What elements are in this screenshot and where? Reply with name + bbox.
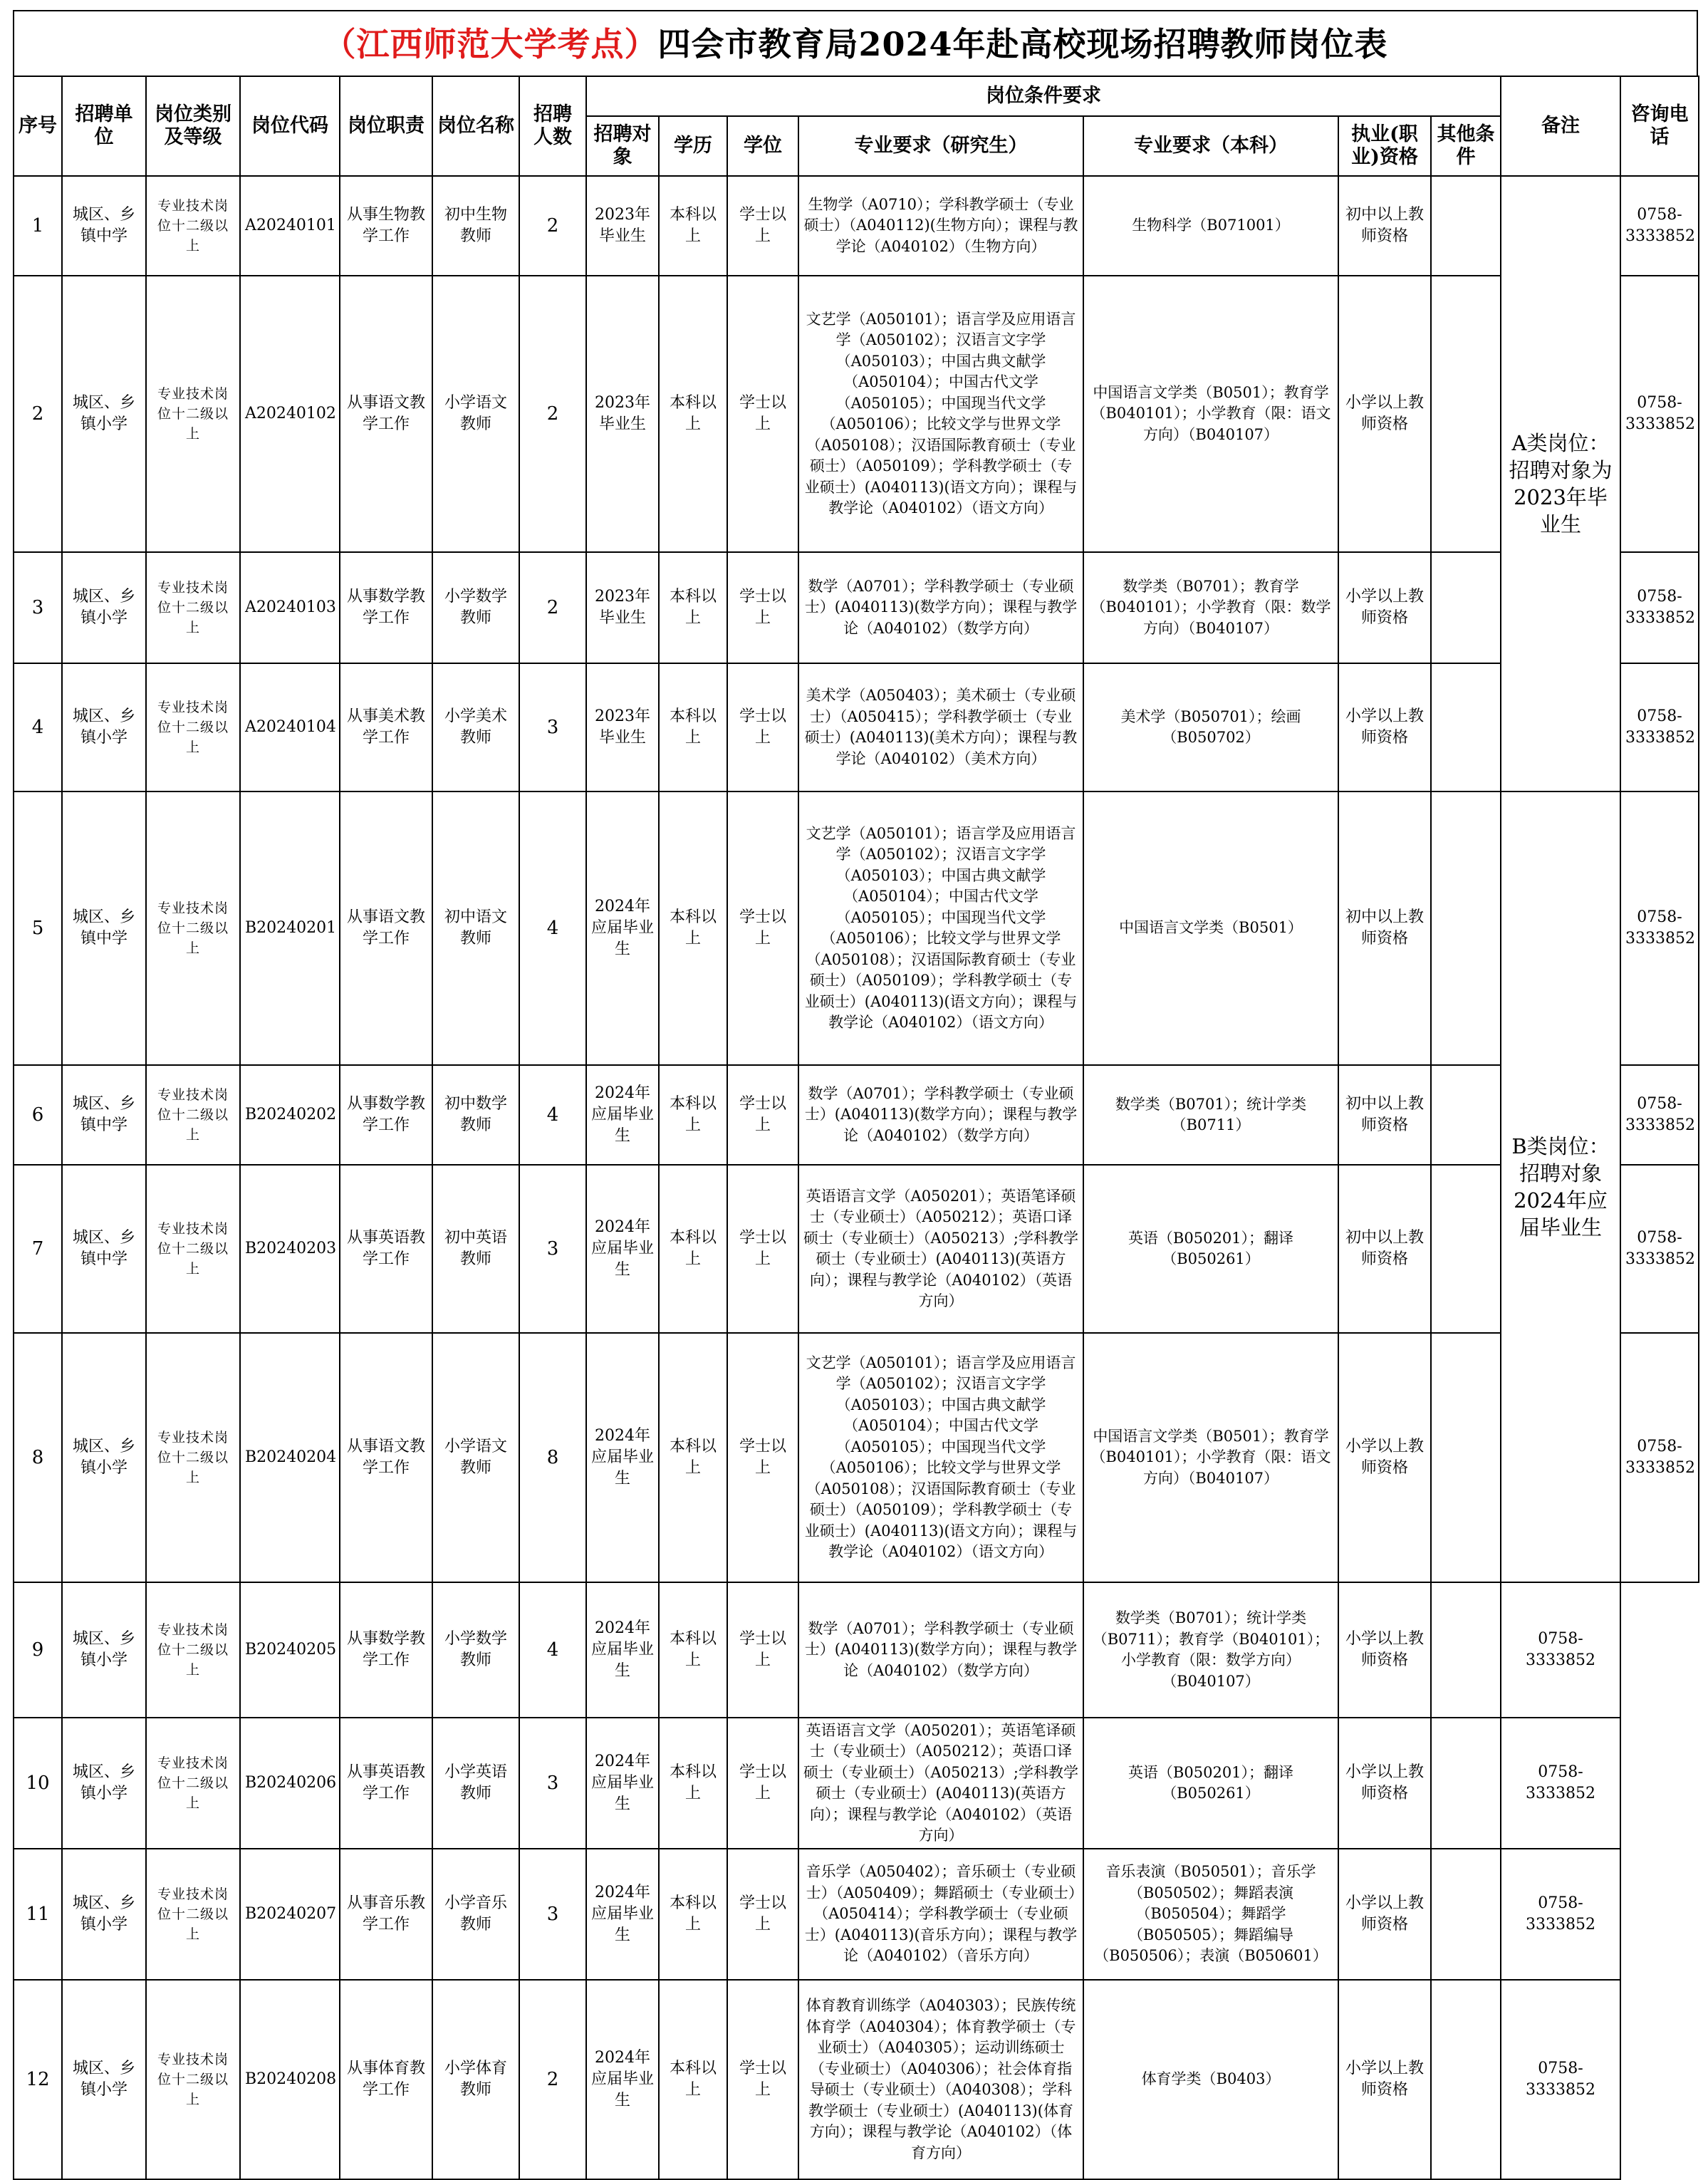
cell-major-ug: 体育学类（B0403） bbox=[1083, 1980, 1338, 2179]
cell-category: 专业技术岗位十二级以上 bbox=[146, 1582, 240, 1718]
cell-degree: 学士以上 bbox=[727, 663, 798, 791]
cell-qualification: 初中以上教师资格 bbox=[1338, 1165, 1431, 1333]
cell-count: 2 bbox=[519, 176, 586, 276]
cell-name: 小学音乐教师 bbox=[432, 1849, 519, 1980]
cell-phone: 0758-3333852 bbox=[1620, 552, 1699, 663]
header-qualification: 执业(职业)资格 bbox=[1338, 116, 1431, 176]
cell-unit: 城区、乡镇中学 bbox=[62, 791, 146, 1065]
cell-phone: 0758-3333852 bbox=[1620, 276, 1699, 552]
cell-other bbox=[1431, 1582, 1501, 1718]
cell-code: A20240102 bbox=[240, 276, 340, 552]
cell-phone: 0758-3333852 bbox=[1620, 791, 1699, 1065]
cell-code: B20240203 bbox=[240, 1165, 340, 1333]
cell-other bbox=[1431, 1980, 1501, 2179]
cell-qualification: 初中以上教师资格 bbox=[1338, 791, 1431, 1065]
cell-name: 初中语文教师 bbox=[432, 791, 519, 1065]
remark-a: A类岗位：招聘对象为2023年毕业生 bbox=[1501, 176, 1620, 791]
cell-seq: 11 bbox=[14, 1849, 62, 1980]
cell-phone: 0758-3333852 bbox=[1501, 1980, 1620, 2179]
cell-major-ug: 音乐表演（B050501）；音乐学（B050502）；舞蹈表演（B050504）；舞蹈学（B050505）；舞蹈编导（B050506）；表演（B050601） bbox=[1083, 1849, 1338, 1980]
cell-seq: 2 bbox=[14, 276, 62, 552]
cell-other bbox=[1431, 1165, 1501, 1333]
header-name: 岗位名称 bbox=[432, 76, 519, 176]
cell-major-grad: 文艺学（A050101）；语言学及应用语言学（A050102）；汉语言文字学（A050103）；中国古典文献学（A050104）；中国古代文学（A050105）；中国现当代文学（A050106）；比较文学与世界文学（A050108）；汉语国际教育硕士（专业硕士）（A050109）；学科教学硕士（专业硕士）(A040113)(语文方向）；课程与教学论（A040102）（语文方向） bbox=[798, 276, 1083, 552]
header-unit: 招聘单位 bbox=[62, 76, 146, 176]
cell-qualification: 小学以上教师资格 bbox=[1338, 1849, 1431, 1980]
title-main: 四会市教育局2024年赴高校现场招聘教师岗位表 bbox=[657, 25, 1388, 63]
cell-seq: 12 bbox=[14, 1980, 62, 2179]
cell-major-grad: 数学（A0701）；学科教学硕士（专业硕士）(A040113)(数学方向）；课程与教学论（A040102）（数学方向） bbox=[798, 552, 1083, 663]
cell-unit: 城区、乡镇小学 bbox=[62, 1849, 146, 1980]
cell-name: 初中数学教师 bbox=[432, 1065, 519, 1165]
cell-code: A20240104 bbox=[240, 663, 340, 791]
cell-code: A20240103 bbox=[240, 552, 340, 663]
cell-unit: 城区、乡镇小学 bbox=[62, 1718, 146, 1849]
cell-phone: 0758-3333852 bbox=[1620, 1165, 1699, 1333]
cell-unit: 城区、乡镇小学 bbox=[62, 663, 146, 791]
cell-category: 专业技术岗位十二级以上 bbox=[146, 276, 240, 552]
cell-duty: 从事体育教学工作 bbox=[340, 1980, 432, 2179]
cell-degree: 学士以上 bbox=[727, 1980, 798, 2179]
header-target: 招聘对象 bbox=[586, 116, 659, 176]
cell-phone: 0758-3333852 bbox=[1620, 663, 1699, 791]
cell-name: 初中生物教师 bbox=[432, 176, 519, 276]
cell-count: 4 bbox=[519, 1582, 586, 1718]
cell-duty: 从事语文教学工作 bbox=[340, 1333, 432, 1582]
cell-unit: 城区、乡镇中学 bbox=[62, 176, 146, 276]
cell-major-grad: 音乐学（A050402）；音乐硕士（专业硕士）（A050409）；舞蹈硕士（专业硕士）（A050414）；学科教学硕士（专业硕士）(A040113)(音乐方向）；课程与教学论（A040102）（音乐方向） bbox=[798, 1849, 1083, 1980]
cell-name: 初中英语教师 bbox=[432, 1165, 519, 1333]
cell-duty: 从事英语教学工作 bbox=[340, 1165, 432, 1333]
cell-major-ug: 数学类（B0701）；统计学类（B0711） bbox=[1083, 1065, 1338, 1165]
cell-education: 本科以上 bbox=[659, 552, 727, 663]
cell-count: 2 bbox=[519, 1980, 586, 2179]
cell-count: 3 bbox=[519, 663, 586, 791]
cell-unit: 城区、乡镇小学 bbox=[62, 1980, 146, 2179]
cell-name: 小学体育教师 bbox=[432, 1980, 519, 2179]
cell-seq: 8 bbox=[14, 1333, 62, 1582]
cell-duty: 从事语文教学工作 bbox=[340, 791, 432, 1065]
cell-other bbox=[1431, 552, 1501, 663]
cell-qualification: 小学以上教师资格 bbox=[1338, 1718, 1431, 1849]
cell-phone: 0758-3333852 bbox=[1620, 1333, 1699, 1582]
cell-category: 专业技术岗位十二级以上 bbox=[146, 552, 240, 663]
cell-unit: 城区、乡镇小学 bbox=[62, 552, 146, 663]
cell-count: 3 bbox=[519, 1718, 586, 1849]
cell-other bbox=[1431, 663, 1501, 791]
cell-code: B20240204 bbox=[240, 1333, 340, 1582]
cell-name: 小学语文教师 bbox=[432, 1333, 519, 1582]
cell-major-ug: 生物科学（B071001） bbox=[1083, 176, 1338, 276]
cell-degree: 学士以上 bbox=[727, 791, 798, 1065]
remark-b: B类岗位：招聘对象2024年应届毕业生 bbox=[1501, 791, 1620, 1582]
header-duty: 岗位职责 bbox=[340, 76, 432, 176]
cell-major-grad: 数学（A0701）；学科教学硕士（专业硕士）(A040113)(数学方向）；课程与教学论（A040102）（数学方向） bbox=[798, 1582, 1083, 1718]
cell-other bbox=[1431, 1333, 1501, 1582]
cell-major-grad: 体育教育训练学（A040303）；民族传统体育学（A040304）；体育教学硕士（专业硕士）（A040305）；运动训练硕士（专业硕士）（A040306）；社会体育指导硕士（专业硕士）（A040308）；学科教学硕士（专业硕士）(A040113)(体育方向）；课程与教学论（A040102）（体育方向） bbox=[798, 1980, 1083, 2179]
cell-major-grad: 英语语言文学（A050201）；英语笔译硕士（专业硕士）（A050212）；英语口译硕士（专业硕士）（A050213）;学科教学硕士（专业硕士）(A040113)(英语方向）；课程与教学论（A040102）（英语方向） bbox=[798, 1165, 1083, 1333]
table-row bbox=[14, 1718, 1699, 1849]
header-conditions: 岗位条件要求 bbox=[586, 76, 1501, 116]
header-major-ug: 专业要求（本科） bbox=[1083, 116, 1338, 176]
cell-category: 专业技术岗位十二级以上 bbox=[146, 176, 240, 276]
header-remark: 备注 bbox=[1501, 76, 1620, 176]
cell-duty: 从事生物教学工作 bbox=[340, 176, 432, 276]
cell-code: B20240202 bbox=[240, 1065, 340, 1165]
cell-other bbox=[1431, 1065, 1501, 1165]
cell-education: 本科以上 bbox=[659, 176, 727, 276]
cell-target: 2024年应届毕业生 bbox=[586, 1582, 659, 1718]
header-code: 岗位代码 bbox=[240, 76, 340, 176]
cell-major-grad: 文艺学（A050101）；语言学及应用语言学（A050102）；汉语言文字学（A050103）；中国古典文献学（A050104）；中国古代文学（A050105）；中国现当代文学（A050106）；比较文学与世界文学（A050108）；汉语国际教育硕士（专业硕士）（A050109）；学科教学硕士（专业硕士）(A040113)(语文方向）；课程与教学论（A040102）（语文方向） bbox=[798, 1333, 1083, 1582]
cell-major-ug: 中国语言文学类（B0501）；教育学（B040101）；小学教育（限：语文方向）（B040107） bbox=[1083, 276, 1338, 552]
cell-duty: 从事数学教学工作 bbox=[340, 1065, 432, 1165]
cell-education: 本科以上 bbox=[659, 1333, 727, 1582]
table-body bbox=[14, 176, 1699, 2179]
cell-major-ug: 数学类（B0701）；统计学类（B0711）；教育学（B040101）；小学教育（限：数学方向）（B040107） bbox=[1083, 1582, 1338, 1718]
header-other: 其他条件 bbox=[1431, 116, 1501, 176]
table-row bbox=[14, 1065, 1699, 1165]
cell-major-ug: 数学类（B0701）；教育学（B040101）；小学教育（限：数学方向）（B040107） bbox=[1083, 552, 1338, 663]
cell-category: 专业技术岗位十二级以上 bbox=[146, 1165, 240, 1333]
header-phone: 咨询电话 bbox=[1620, 76, 1699, 176]
cell-category: 专业技术岗位十二级以上 bbox=[146, 1849, 240, 1980]
cell-count: 4 bbox=[519, 791, 586, 1065]
cell-major-grad: 数学（A0701）；学科教学硕士（专业硕士）(A040113)(数学方向）；课程与教学论（A040102）（数学方向） bbox=[798, 1065, 1083, 1165]
cell-major-ug: 中国语言文学类（B0501）；教育学（B040101）；小学教育（限：语文方向）（B040107） bbox=[1083, 1333, 1338, 1582]
cell-degree: 学士以上 bbox=[727, 1065, 798, 1165]
cell-unit: 城区、乡镇小学 bbox=[62, 1582, 146, 1718]
cell-degree: 学士以上 bbox=[727, 1165, 798, 1333]
cell-education: 本科以上 bbox=[659, 1718, 727, 1849]
cell-degree: 学士以上 bbox=[727, 1582, 798, 1718]
cell-unit: 城区、乡镇中学 bbox=[62, 1065, 146, 1165]
cell-target: 2023年毕业生 bbox=[586, 663, 659, 791]
cell-degree: 学士以上 bbox=[727, 1718, 798, 1849]
cell-degree: 学士以上 bbox=[727, 176, 798, 276]
cell-other bbox=[1431, 176, 1501, 276]
cell-degree: 学士以上 bbox=[727, 1333, 798, 1582]
header-count: 招聘人数 bbox=[519, 76, 586, 176]
cell-other bbox=[1431, 1849, 1501, 1980]
cell-target: 2024年应届毕业生 bbox=[586, 1980, 659, 2179]
cell-degree: 学士以上 bbox=[727, 552, 798, 663]
header-degree: 学位 bbox=[727, 116, 798, 176]
cell-qualification: 小学以上教师资格 bbox=[1338, 1582, 1431, 1718]
cell-duty: 从事语文教学工作 bbox=[340, 276, 432, 552]
cell-category: 专业技术岗位十二级以上 bbox=[146, 1065, 240, 1165]
table-row bbox=[14, 176, 1699, 276]
cell-phone: 0758-3333852 bbox=[1501, 1718, 1620, 1849]
recruitment-sheet bbox=[13, 10, 1698, 2180]
cell-major-grad: 生物学（A0710）；学科教学硕士（专业硕士）（A040112)(生物方向）；课程与教学论（A040102）（生物方向） bbox=[798, 176, 1083, 276]
cell-phone: 0758-3333852 bbox=[1620, 1065, 1699, 1165]
cell-target: 2023年毕业生 bbox=[586, 552, 659, 663]
cell-other bbox=[1431, 1718, 1501, 1849]
cell-major-ug: 中国语言文学类（B0501） bbox=[1083, 791, 1338, 1065]
header-category: 岗位类别及等级 bbox=[146, 76, 240, 176]
cell-qualification: 小学以上教师资格 bbox=[1338, 1980, 1431, 2179]
cell-target: 2024年应届毕业生 bbox=[586, 1333, 659, 1582]
cell-target: 2024年应届毕业生 bbox=[586, 1718, 659, 1849]
header-education: 学历 bbox=[659, 116, 727, 176]
positions-table bbox=[13, 76, 1699, 2180]
cell-education: 本科以上 bbox=[659, 1582, 727, 1718]
cell-name: 小学数学教师 bbox=[432, 552, 519, 663]
cell-unit: 城区、乡镇中学 bbox=[62, 1165, 146, 1333]
table-row bbox=[14, 1333, 1699, 1582]
cell-code: B20240201 bbox=[240, 791, 340, 1065]
cell-target: 2024年应届毕业生 bbox=[586, 1849, 659, 1980]
cell-qualification: 初中以上教师资格 bbox=[1338, 176, 1431, 276]
cell-qualification: 小学以上教师资格 bbox=[1338, 276, 1431, 552]
cell-category: 专业技术岗位十二级以上 bbox=[146, 1980, 240, 2179]
header-major-grad: 专业要求（研究生） bbox=[798, 116, 1083, 176]
cell-other bbox=[1431, 276, 1501, 552]
table-row bbox=[14, 1980, 1699, 2179]
header-seq: 序号 bbox=[14, 76, 62, 176]
cell-duty: 从事数学教学工作 bbox=[340, 1582, 432, 1718]
cell-phone: 0758-3333852 bbox=[1620, 176, 1699, 276]
cell-education: 本科以上 bbox=[659, 1165, 727, 1333]
cell-major-grad: 文艺学（A050101）；语言学及应用语言学（A050102）；汉语言文字学（A050103）；中国古典文献学（A050104）；中国古代文学（A050105）；中国现当代文学（A050106）；比较文学与世界文学（A050108）；汉语国际教育硕士（专业硕士）（A050109）；学科教学硕士（专业硕士）(A040113)(语文方向）；课程与教学论（A040102）（语文方向） bbox=[798, 791, 1083, 1065]
table-row bbox=[14, 1849, 1699, 1980]
cell-seq: 1 bbox=[14, 176, 62, 276]
cell-category: 专业技术岗位十二级以上 bbox=[146, 663, 240, 791]
cell-name: 小学语文教师 bbox=[432, 276, 519, 552]
cell-qualification: 小学以上教师资格 bbox=[1338, 552, 1431, 663]
cell-education: 本科以上 bbox=[659, 1065, 727, 1165]
cell-phone: 0758-3333852 bbox=[1501, 1582, 1620, 1718]
cell-count: 2 bbox=[519, 552, 586, 663]
cell-category: 专业技术岗位十二级以上 bbox=[146, 1333, 240, 1582]
cell-name: 小学美术教师 bbox=[432, 663, 519, 791]
cell-name: 小学数学教师 bbox=[432, 1582, 519, 1718]
cell-phone: 0758-3333852 bbox=[1501, 1849, 1620, 1980]
cell-count: 3 bbox=[519, 1849, 586, 1980]
cell-target: 2023年毕业生 bbox=[586, 276, 659, 552]
cell-education: 本科以上 bbox=[659, 663, 727, 791]
cell-seq: 6 bbox=[14, 1065, 62, 1165]
cell-count: 3 bbox=[519, 1165, 586, 1333]
cell-seq: 7 bbox=[14, 1165, 62, 1333]
cell-education: 本科以上 bbox=[659, 1849, 727, 1980]
cell-count: 2 bbox=[519, 276, 586, 552]
cell-code: B20240205 bbox=[240, 1582, 340, 1718]
cell-qualification: 小学以上教师资格 bbox=[1338, 1333, 1431, 1582]
cell-code: B20240207 bbox=[240, 1849, 340, 1980]
cell-count: 8 bbox=[519, 1333, 586, 1582]
cell-duty: 从事美术教学工作 bbox=[340, 663, 432, 791]
cell-seq: 5 bbox=[14, 791, 62, 1065]
cell-other bbox=[1431, 791, 1501, 1065]
cell-category: 专业技术岗位十二级以上 bbox=[146, 1718, 240, 1849]
cell-seq: 3 bbox=[14, 552, 62, 663]
cell-education: 本科以上 bbox=[659, 276, 727, 552]
cell-category: 专业技术岗位十二级以上 bbox=[146, 791, 240, 1065]
cell-name: 小学英语教师 bbox=[432, 1718, 519, 1849]
cell-duty: 从事数学教学工作 bbox=[340, 552, 432, 663]
cell-duty: 从事英语教学工作 bbox=[340, 1718, 432, 1849]
cell-code: B20240206 bbox=[240, 1718, 340, 1849]
cell-qualification: 初中以上教师资格 bbox=[1338, 1065, 1431, 1165]
table-row bbox=[14, 663, 1699, 791]
table-row bbox=[14, 276, 1699, 552]
cell-unit: 城区、乡镇小学 bbox=[62, 276, 146, 552]
table-row bbox=[14, 791, 1699, 1065]
cell-unit: 城区、乡镇小学 bbox=[62, 1333, 146, 1582]
page-title bbox=[13, 10, 1698, 76]
cell-education: 本科以上 bbox=[659, 791, 727, 1065]
cell-degree: 学士以上 bbox=[727, 1849, 798, 1980]
cell-major-grad: 英语语言文学（A050201）；英语笔译硕士（专业硕士）（A050212）；英语口译硕士（专业硕士）（A050213）;学科教学硕士（专业硕士）(A040113)(英语方向）；课程与教学论（A040102）（英语方向） bbox=[798, 1718, 1083, 1849]
table-row bbox=[14, 552, 1699, 663]
cell-target: 2024年应届毕业生 bbox=[586, 791, 659, 1065]
cell-seq: 10 bbox=[14, 1718, 62, 1849]
cell-target: 2024年应届毕业生 bbox=[586, 1165, 659, 1333]
cell-major-grad: 美术学（A050403）；美术硕士（专业硕士）（A050415）；学科教学硕士（专业硕士）(A040113)(美术方向）；课程与教学论（A040102）（美术方向） bbox=[798, 663, 1083, 791]
cell-qualification: 小学以上教师资格 bbox=[1338, 663, 1431, 791]
cell-target: 2024年应届毕业生 bbox=[586, 1065, 659, 1165]
title-school: （江西师范大学考点） bbox=[323, 25, 658, 63]
cell-target: 2023年毕业生 bbox=[586, 176, 659, 276]
cell-major-ug: 英语（B050201）；翻译（B050261） bbox=[1083, 1718, 1338, 1849]
cell-duty: 从事音乐教学工作 bbox=[340, 1849, 432, 1980]
cell-count: 4 bbox=[519, 1065, 586, 1165]
cell-code: A20240101 bbox=[240, 176, 340, 276]
cell-major-ug: 英语（B050201）；翻译（B050261） bbox=[1083, 1165, 1338, 1333]
cell-code: B20240208 bbox=[240, 1980, 340, 2179]
cell-degree: 学士以上 bbox=[727, 276, 798, 552]
cell-seq: 4 bbox=[14, 663, 62, 791]
table-row bbox=[14, 1582, 1699, 1718]
cell-seq: 9 bbox=[14, 1582, 62, 1718]
cell-education: 本科以上 bbox=[659, 1980, 727, 2179]
cell-major-ug: 美术学（B050701）；绘画（B050702） bbox=[1083, 663, 1338, 791]
table-row bbox=[14, 1165, 1699, 1333]
